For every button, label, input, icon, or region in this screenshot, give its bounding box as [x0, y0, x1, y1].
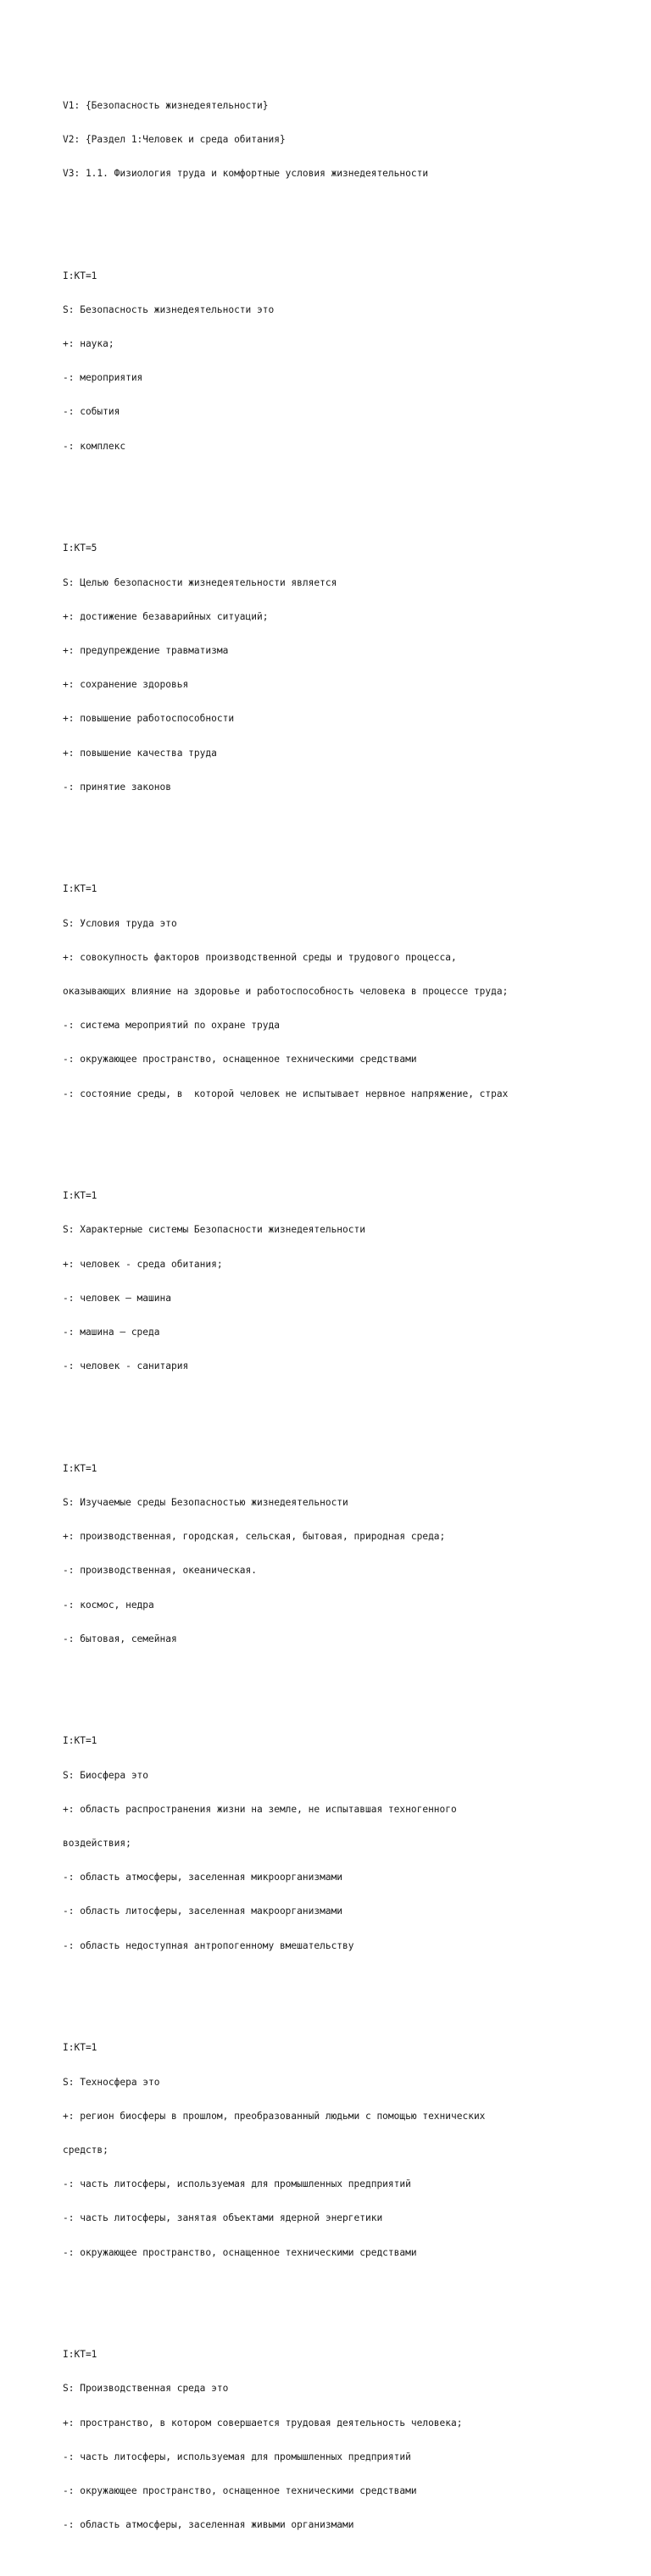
answer-option: -: область атмосферы, заселенная микроорганизмами: [63, 1872, 343, 1883]
question-block-1: [63, 248, 639, 475]
header-line-v3: V3: 1.1. Физиология труда и комфортные условия жизнедеятельности: [63, 168, 429, 180]
answer-option: +: пространство, в котором совершается трудовая деятельность человека;: [63, 2417, 463, 2429]
answer-option: -: бытовая, семейная: [63, 1633, 177, 1644]
answer-option: -: человек - санитария: [63, 1360, 189, 1372]
question-statement: S: Биосфера это: [63, 1769, 149, 1781]
answer-option-continuation: оказывающих влияние на здоровье и работоспособность человека в процессе труда;: [63, 985, 509, 997]
answer-option: -: окружающее пространство, оснащенное техническими средствами: [63, 1054, 417, 1065]
question-meta: I:KT=1: [63, 2042, 97, 2054]
answer-option: -: часть литосферы, используемая для промышленных предприятий: [63, 2451, 411, 2462]
question-meta: I:KT=1: [63, 1462, 97, 1474]
answer-option: +: сохранение здоровья: [63, 679, 189, 691]
answer-option: -: космос, недра: [63, 1599, 154, 1611]
question-block-8: [63, 2326, 639, 2553]
question-statement: S: Целью безопасности жизнедеятельности является: [63, 576, 337, 588]
document-page: [63, 54, 639, 2576]
answer-option: +: достижение безаварийных ситуаций;: [63, 610, 269, 622]
answer-option: +: производственная, городская, сельская, бытовая, природная среда;: [63, 1531, 446, 1543]
answer-option: -: окружающее пространство, оснащенное техническими средствами: [63, 2246, 417, 2258]
answer-option: -: окружающее пространство, оснащенное техническими средствами: [63, 2484, 417, 2496]
answer-option: -: человек – машина: [63, 1292, 171, 1304]
answer-option: +: совокупность факторов производственной среды и трудового процесса,: [63, 951, 457, 963]
question-block-6: [63, 1713, 639, 1974]
answer-option: -: события: [63, 406, 120, 418]
question-block-2: [63, 520, 639, 815]
answer-option: -: комплекс: [63, 440, 126, 452]
answer-option-continuation: воздействия;: [63, 1838, 131, 1850]
answer-option: +: наука;: [63, 338, 114, 350]
question-statement: S: Производственная среда это: [63, 2383, 229, 2395]
answer-option: -: производственная, океаническая.: [63, 1565, 258, 1577]
answer-option: -: часть литосферы, используемая для промышленных предприятий: [63, 2178, 411, 2190]
question-statement: S: Условия труда это: [63, 917, 177, 929]
answer-option: +: повышение работоспособности: [63, 713, 235, 725]
question-meta: I:KT=1: [63, 1735, 97, 1747]
answer-option: -: принятие законов: [63, 781, 171, 793]
question-block-7: [63, 2020, 639, 2281]
answer-option: -: система мероприятий по охране труда: [63, 1020, 280, 1032]
answer-option: -: область атмосферы, заселенная живыми организмами: [63, 2519, 354, 2531]
answer-option: +: регион биосферы в прошлом, преобразованный людьми с помощью технических: [63, 2110, 486, 2122]
question-statement: S: Характерные системы Безопасности жизнедеятельности: [63, 1224, 365, 1236]
answer-option: -: состояние среды, в которой человек не испытывает нервное напряжение, страх: [63, 1088, 509, 1099]
question-meta: I:KT=1: [63, 883, 97, 895]
question-meta: I:KT=1: [63, 2349, 97, 2361]
answer-option: -: область литосферы, заселенная макроорганизмами: [63, 1906, 343, 1917]
answer-option: +: область распространения жизни на земле, не испытавшая техногенного: [63, 1803, 457, 1815]
answer-option: -: область недоступная антропогенному вмешательству: [63, 1939, 354, 1951]
question-statement: S: Изучаемые среды Безопасностью жизнедеятельности: [63, 1497, 348, 1509]
question-block-3: [63, 861, 639, 1122]
header-line-v1: V1: {Безопасность жизнедеятельности}: [63, 99, 269, 111]
question-statement: S: Безопасность жизнедеятельности это: [63, 303, 275, 315]
question-statement: S: Техносфера это: [63, 2076, 160, 2088]
header-line-v2: V2: {Раздел 1:Человек и среда обитания}: [63, 133, 286, 145]
answer-option: +: повышение качества труда: [63, 747, 217, 759]
document-header: [63, 77, 639, 202]
answer-option: -: машина – среда: [63, 1327, 160, 1338]
answer-option: -: мероприятия: [63, 372, 143, 384]
answer-option: -: часть литосферы, занятая объектами ядерной энергетики: [63, 2212, 383, 2224]
answer-option: +: предупреждение травматизма: [63, 644, 229, 656]
question-block-5: [63, 1440, 639, 1667]
question-meta: I:KT=5: [63, 542, 97, 554]
question-block-4: [63, 1167, 639, 1394]
answer-option-continuation: средств;: [63, 2144, 108, 2156]
question-meta: I:KT=1: [63, 1190, 97, 1202]
answer-option: +: человек - среда обитания;: [63, 1258, 223, 1270]
question-meta: I:KT=1: [63, 270, 97, 281]
